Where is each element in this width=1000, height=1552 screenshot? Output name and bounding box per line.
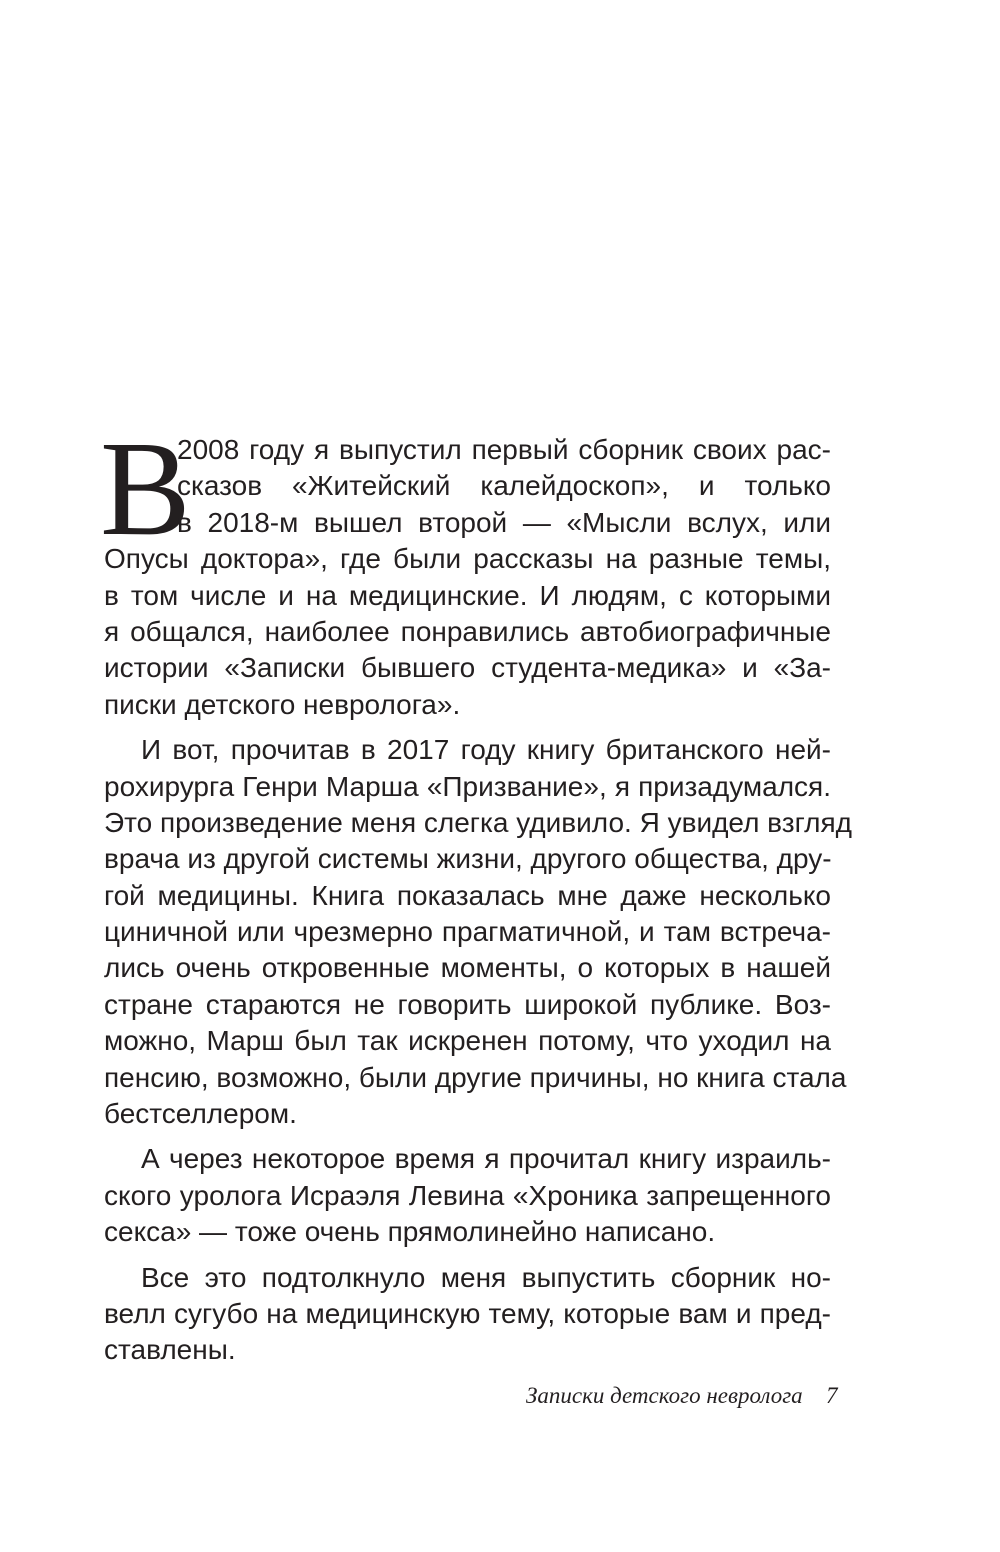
- text-line: рохирурга Генри Марша «Призвание», я призадумался.: [104, 770, 831, 802]
- text-line: сказов «Житейский калейдоскоп», и только: [177, 470, 831, 502]
- body-text: [104, 432, 853, 1369]
- text-line: лись очень откровенные моменты, о которых в нашей: [104, 952, 831, 984]
- text-line: истории «Записки бывшего студента-медика» и «За-: [104, 652, 831, 684]
- text-line: стране стараются не говорить широкой публике. Воз-: [104, 988, 831, 1020]
- text-line: Опусы доктора», где были рассказы на разные темы,: [104, 543, 831, 575]
- text-line: 2008 году я выпустил первый сборник своих рас-: [177, 434, 831, 465]
- page-number: 7: [826, 1383, 838, 1408]
- text-line: гой медицины. Книга показалась мне даже несколько: [104, 879, 831, 911]
- text-line: Все это подтолкнуло меня выпустить сборник но-: [141, 1261, 831, 1293]
- running-title: Записки детского невролога: [526, 1383, 803, 1408]
- paragraph-1: [104, 432, 831, 723]
- text-line: велл сугубо на медицинскую тему, которые вам и пред-: [104, 1297, 831, 1329]
- text-line: я общался, наиболее понравились автобиографичные: [104, 615, 831, 647]
- paragraph-4: [104, 1260, 831, 1369]
- text-line: секса» — тоже очень прямолинейно написано.: [104, 1216, 716, 1248]
- text-line: пенсию, возможно, были другие причины, но книга стала: [104, 1061, 847, 1093]
- text-line: писки детского невролога».: [104, 688, 461, 720]
- text-line: врача из другой системы жизни, другого общества, дру-: [104, 843, 832, 875]
- text-line: циничной или чрезмерно прагматичной, и там встреча-: [104, 916, 831, 948]
- text-line: бестселлером.: [104, 1098, 297, 1130]
- text-line: А через некоторое время я прочитал книгу израиль-: [141, 1143, 831, 1175]
- drop-cap-letter: В: [100, 414, 191, 564]
- text-line: можно, Марш был так искренен потому, что уходил на: [104, 1025, 831, 1057]
- paragraph-2: [104, 732, 853, 1132]
- text-line: ского уролога Исраэля Левина «Хроника запрещенного: [104, 1179, 831, 1211]
- text-line: Это произведение меня слегка удивило. Я увидел взгляд: [104, 806, 853, 838]
- text-line: И вот, прочитав в 2017 году книгу британского ней-: [141, 734, 831, 766]
- paragraph-3: [104, 1141, 831, 1250]
- text-line: в 2018-м вышел второй — «Мысли вслух, или: [177, 506, 831, 538]
- text-line: ставлены.: [104, 1334, 236, 1366]
- text-line: в том числе и на медицинские. И людям, с которыми: [104, 579, 831, 611]
